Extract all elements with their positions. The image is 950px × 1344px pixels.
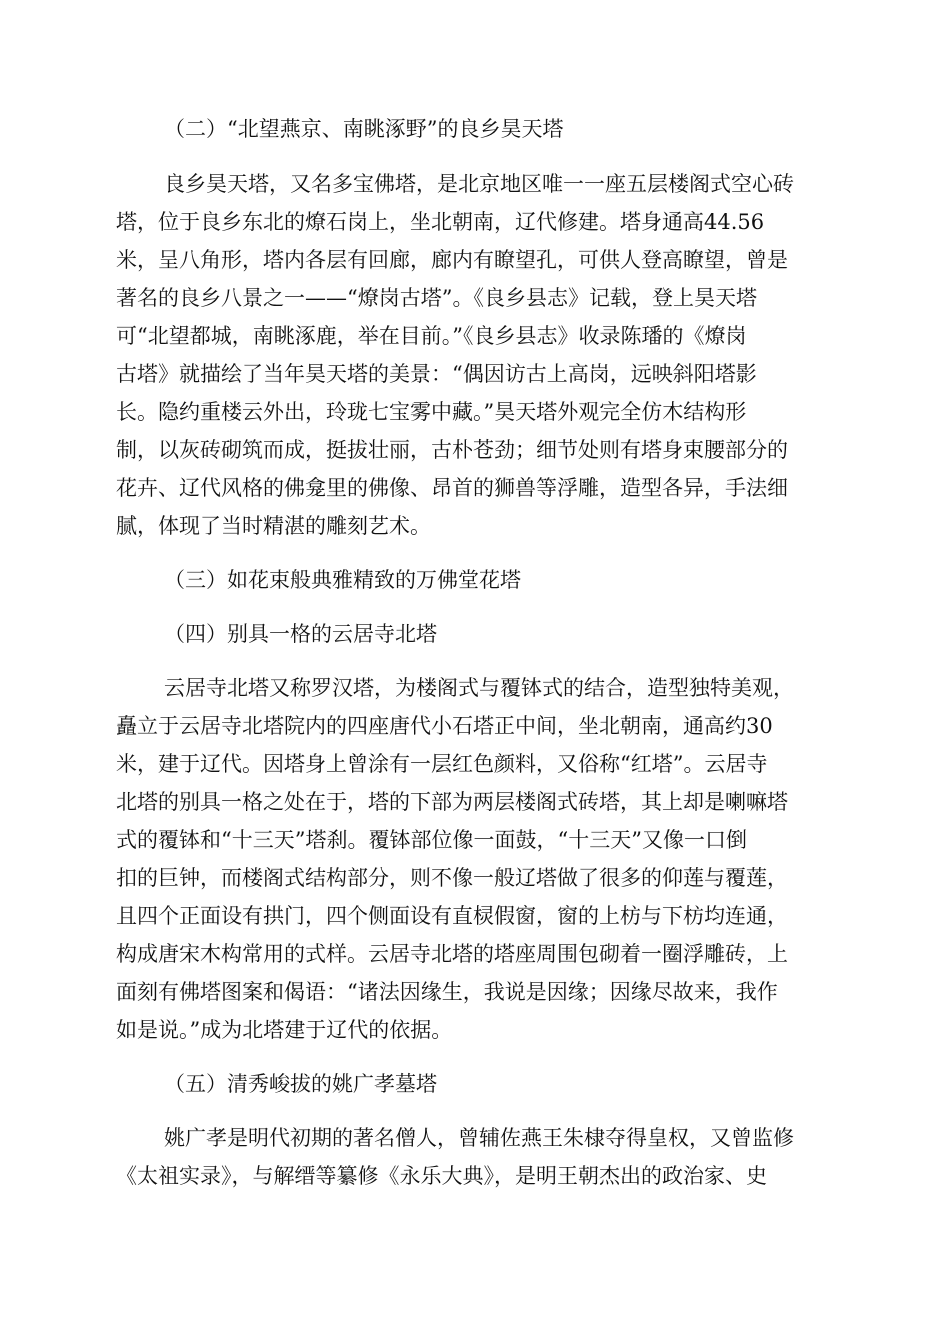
paragraph-line: 北塔的别具一格之处在于，塔的下部为两层楼阁式砖塔，其上却是喇嘛塔 bbox=[116, 790, 788, 814]
paragraph-line: 可“北望都城，南眺涿鹿，举在目前。”《良乡县志》收录陈璠的《燎岗 bbox=[116, 324, 747, 348]
section-heading-4: （四）别具一格的云居寺北塔 bbox=[164, 622, 437, 646]
paragraph-line: 且四个正面设有拱门，四个侧面设有直棂假窗，窗的上枋与下枋均连通， bbox=[116, 904, 788, 928]
paragraph-line: 长。隐约重楼云外出，玲珑七宝雾中藏。”昊天塔外观完全仿木结构形 bbox=[116, 400, 747, 424]
section-heading-2: （二）“北望燕京、南眺涿野”的良乡昊天塔 bbox=[164, 117, 564, 141]
paragraph-line: 云居寺北塔又称罗汉塔，为楼阁式与覆钵式的结合，造型独特美观， bbox=[164, 676, 794, 700]
paragraph-line: 面刻有佛塔图案和偈语：“诸法因缘生，我说是因缘；因缘尽故来，我作 bbox=[116, 980, 778, 1004]
paragraph-line: 米，呈八角形，塔内各层有回廊，廊内有瞭望孔，可供人登高瞭望，曾是 bbox=[116, 248, 788, 272]
paragraph-line: 姚广孝是明代初期的著名僧人，曾辅佐燕王朱棣夺得皇权，又曾监修 bbox=[164, 1126, 794, 1150]
paragraph-line: 古塔》就描绘了当年昊天塔的美景：“偶因访古上高岗，远映斜阳塔影 bbox=[116, 362, 757, 386]
paragraph-line: 制，以灰砖砌筑而成，挺拔壮丽，古朴苍劲；细节处则有塔身束腰部分的 bbox=[116, 438, 788, 462]
paragraph-line: 扣的巨钟，而楼阁式结构部分，则不像一般辽塔做了很多的仰莲与覆莲， bbox=[116, 866, 788, 890]
section-heading-3: （三）如花束般典雅精致的万佛堂花塔 bbox=[164, 568, 521, 592]
paragraph-line: 式的覆钵和“十三天”塔刹。覆钵部位像一面鼓，“十三天”又像一口倒 bbox=[116, 828, 747, 852]
paragraph-line: 构成唐宋木构常用的式样。云居寺北塔的塔座周围包砌着一圈浮雕砖，上 bbox=[116, 942, 788, 966]
paragraph-line: 矗立于云居寺北塔院内的四座唐代小石塔正中间，坐北朝南，通高约30 bbox=[116, 714, 773, 738]
section-heading-5: （五）清秀峻拔的姚广孝墓塔 bbox=[164, 1072, 437, 1096]
paragraph-line: 著名的良乡八景之一——“燎岗古塔”。《良乡县志》记载，登上昊天塔 bbox=[116, 286, 757, 310]
paragraph-line: 如是说。”成为北塔建于辽代的依据。 bbox=[116, 1018, 453, 1042]
paragraph-line: 米，建于辽代。因塔身上曾涂有一层红色颜料，又俗称“红塔”。云居寺 bbox=[116, 752, 768, 776]
paragraph-line: 塔，位于良乡东北的燎石岗上，坐北朝南，辽代修建。塔身通高44.56 bbox=[116, 210, 765, 234]
paragraph-line: 《太祖实录》，与解缙等纂修《永乐大典》，是明王朝杰出的政治家、史 bbox=[116, 1164, 767, 1188]
paragraph-line: 花卉、辽代风格的佛龛里的佛像、昂首的狮兽等浮雕，造型各异，手法细 bbox=[116, 476, 788, 500]
paragraph-line: 良乡昊天塔，又名多宝佛塔，是北京地区唯一一座五层楼阁式空心砖 bbox=[164, 172, 794, 196]
paragraph-line: 腻，体现了当时精湛的雕刻艺术。 bbox=[116, 514, 431, 538]
